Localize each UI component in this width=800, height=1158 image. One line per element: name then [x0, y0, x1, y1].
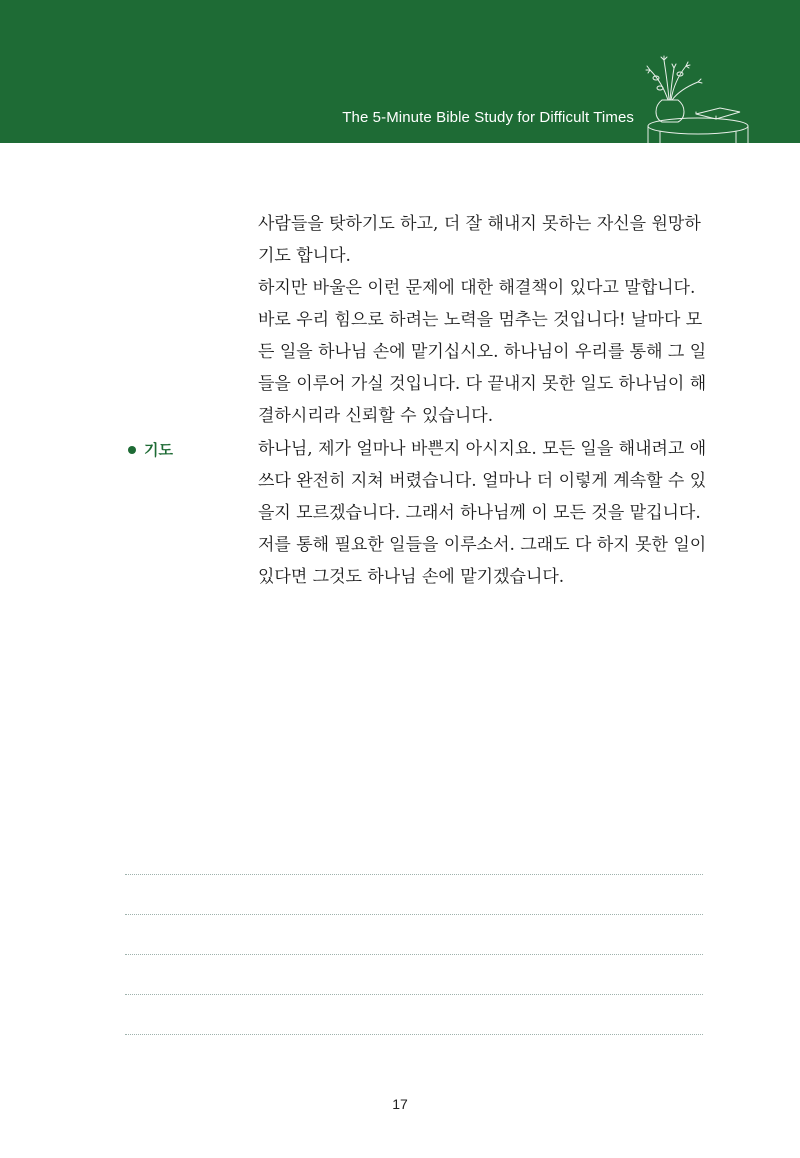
bullet-dot-icon	[128, 446, 136, 454]
note-line	[125, 1034, 703, 1035]
text-line: 을지 모르겠습니다. 그래서 하나님께 이 모든 것을 맡깁니다.	[258, 503, 701, 523]
vase-with-flowers-and-book-on-table-icon	[640, 48, 750, 143]
text-line: 하지만 바울은 이런 문제에 대한 해결책이 있다고 말합니다.	[258, 278, 696, 298]
page-number: 17	[392, 1096, 408, 1112]
text-line: 바로 우리 힘으로 하려는 노력을 멈추는 것입니다! 날마다 모	[258, 310, 703, 330]
body-paragraph	[258, 208, 708, 272]
note-line	[125, 994, 703, 995]
text-line: 저를 통해 필요한 일들을 이루소서. 그래도 다 하지 못한 일이	[258, 535, 707, 555]
text-line: 있다면 그것도 하나님 손에 맡기겠습니다.	[258, 567, 565, 587]
prayer-label-text: 기도	[144, 441, 173, 459]
text-line: 기도 합니다.	[258, 246, 351, 266]
text-line: 사람들을 탓하기도 하고, 더 잘 해내지 못하는 자신을 원망하	[258, 214, 701, 234]
body-paragraph	[258, 272, 708, 432]
text-line: 쓰다 완전히 지쳐 버렸습니다. 얼마나 더 이렇게 계속할 수 있	[258, 471, 707, 491]
note-line	[125, 914, 703, 915]
prayer-paragraph	[258, 433, 708, 593]
note-line	[125, 954, 703, 955]
text-line: 하나님, 제가 얼마나 바쁜지 아시지요. 모든 일을 해내려고 애	[258, 439, 707, 459]
text-line: 들을 이루어 가실 것입니다. 다 끝내지 못한 일도 하나님이 해	[258, 374, 707, 394]
text-line: 든 일을 하나님 손에 맡기십시오. 하나님이 우리를 통해 그 일	[258, 342, 707, 362]
prayer-label	[128, 439, 173, 460]
book-title: The 5-Minute Bible Study for Difficult Times	[342, 109, 634, 126]
page-header	[0, 0, 800, 143]
text-line: 결하시리라 신뢰할 수 있습니다.	[258, 406, 494, 426]
note-line	[125, 874, 703, 875]
notes-area	[125, 874, 703, 1074]
